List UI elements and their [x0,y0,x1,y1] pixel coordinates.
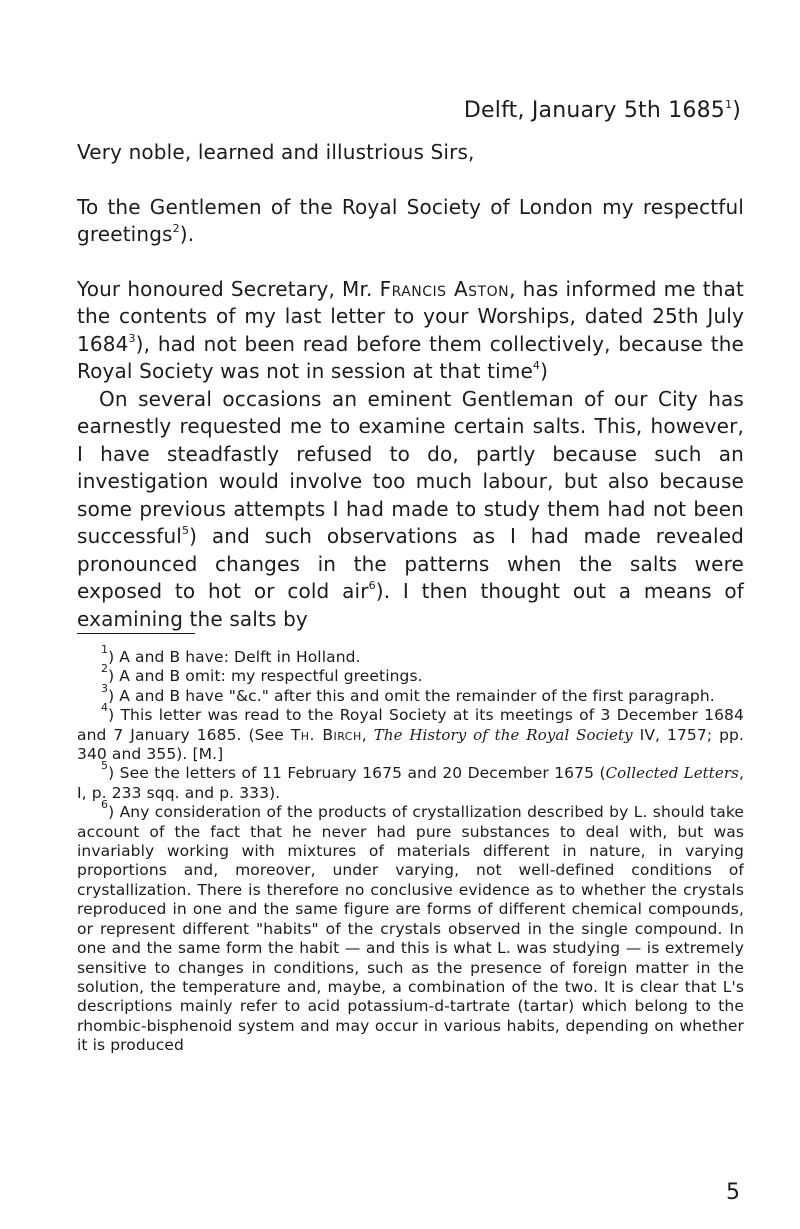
person-name: Francis Aston [379,276,510,301]
paragraph-2: On several occasions an eminent Gentleman of our City has earnestly requested me to examine certain salts. This, however, I have steadfastly refused to do, partly because such an investigation would involve too much labour, but also because some previous attempts I had made to study them had not been successful$^5$) and such observations as I had made revealed pronounced changes in the patterns when the salts were exposed to hot or cold air$^6$). I then thought out a means of examining the salts by [77,386,744,631]
footnote-2: $^2$) A and B omit: my respectful greetings. [101,662,423,686]
greeting-paragraph: To the Gentlemen of the Royal Society of London my respectful greetings$^2$). [77,194,744,246]
salutation: Very noble, learned and illustrious Sirs, [77,140,475,164]
dateline: Delft, January 5th 1685$^1$) [463,98,741,123]
footnote-4: $^4$) This letter was read to the Royal Society at its meetings of 3 December 1684 and 7 January 1685. (See Th. Birch, The History of the Royal Society IV, 1757; pp. 340 and 355). [M.] [77,701,745,764]
footnote-ref: 1 [725,98,733,111]
footnote-ref: 4 [532,359,541,372]
footnote-3: $^3$) A and B have "&c." after this and omit the remainder of the first paragraph. [101,681,715,705]
footnote-ref: 3 [128,331,136,345]
footnote-divider [77,633,195,634]
footnotes [77,643,745,1056]
page-number: 5 [726,1180,740,1205]
footnote-6: $^6$) Any consideration of the products of crystallization described by L. should take account of the fact that he never had pure substances to deal with, but was invariably working with mixtures of materials different in nature, in varying proportions and, moreover, under varying, not well-defined conditions of crystallization. There is therefore no conclusive evidence as to whether the crystals reproduced in one and the same figure are forms of different chemical compounds, or represent different "habits" of the crystals observed in the single compound. In one and the same form the habit — and this is what L. was studying — is extremely sensitive to changes in conditions, such as the presence of foreign matter in the solution, the temperature and, maybe, a combination of the two. It is clear that L's descriptions mainly refer to acid potassium-d-tartrate (tartar) which belong to the rhombic-bisphenoid system and may occur in various habits, depending on whether it is produced [77,798,744,1055]
paragraph-1: Your honoured Secretary, Mr. Francis Aston, has informed me that the contents of my last letter to your Worships, dated 25th July 1684$^3$), had not been read before them collectively, because the Royal Society was not in session at that time$^4$) [77,276,744,383]
footnote-5: $^5$) See the letters of 11 February 1675 and 20 December 1675 (Collected Letters, I, p. 233 sqq. and p. 333). [77,759,745,802]
footnote-ref: 2 [172,222,180,235]
footnote-1: $^1$) A and B have: Delft in Holland. [101,643,361,666]
footnote-ref: 5 [182,524,190,537]
footnote-ref: 6 [368,579,376,592]
letter-body [77,139,744,633]
